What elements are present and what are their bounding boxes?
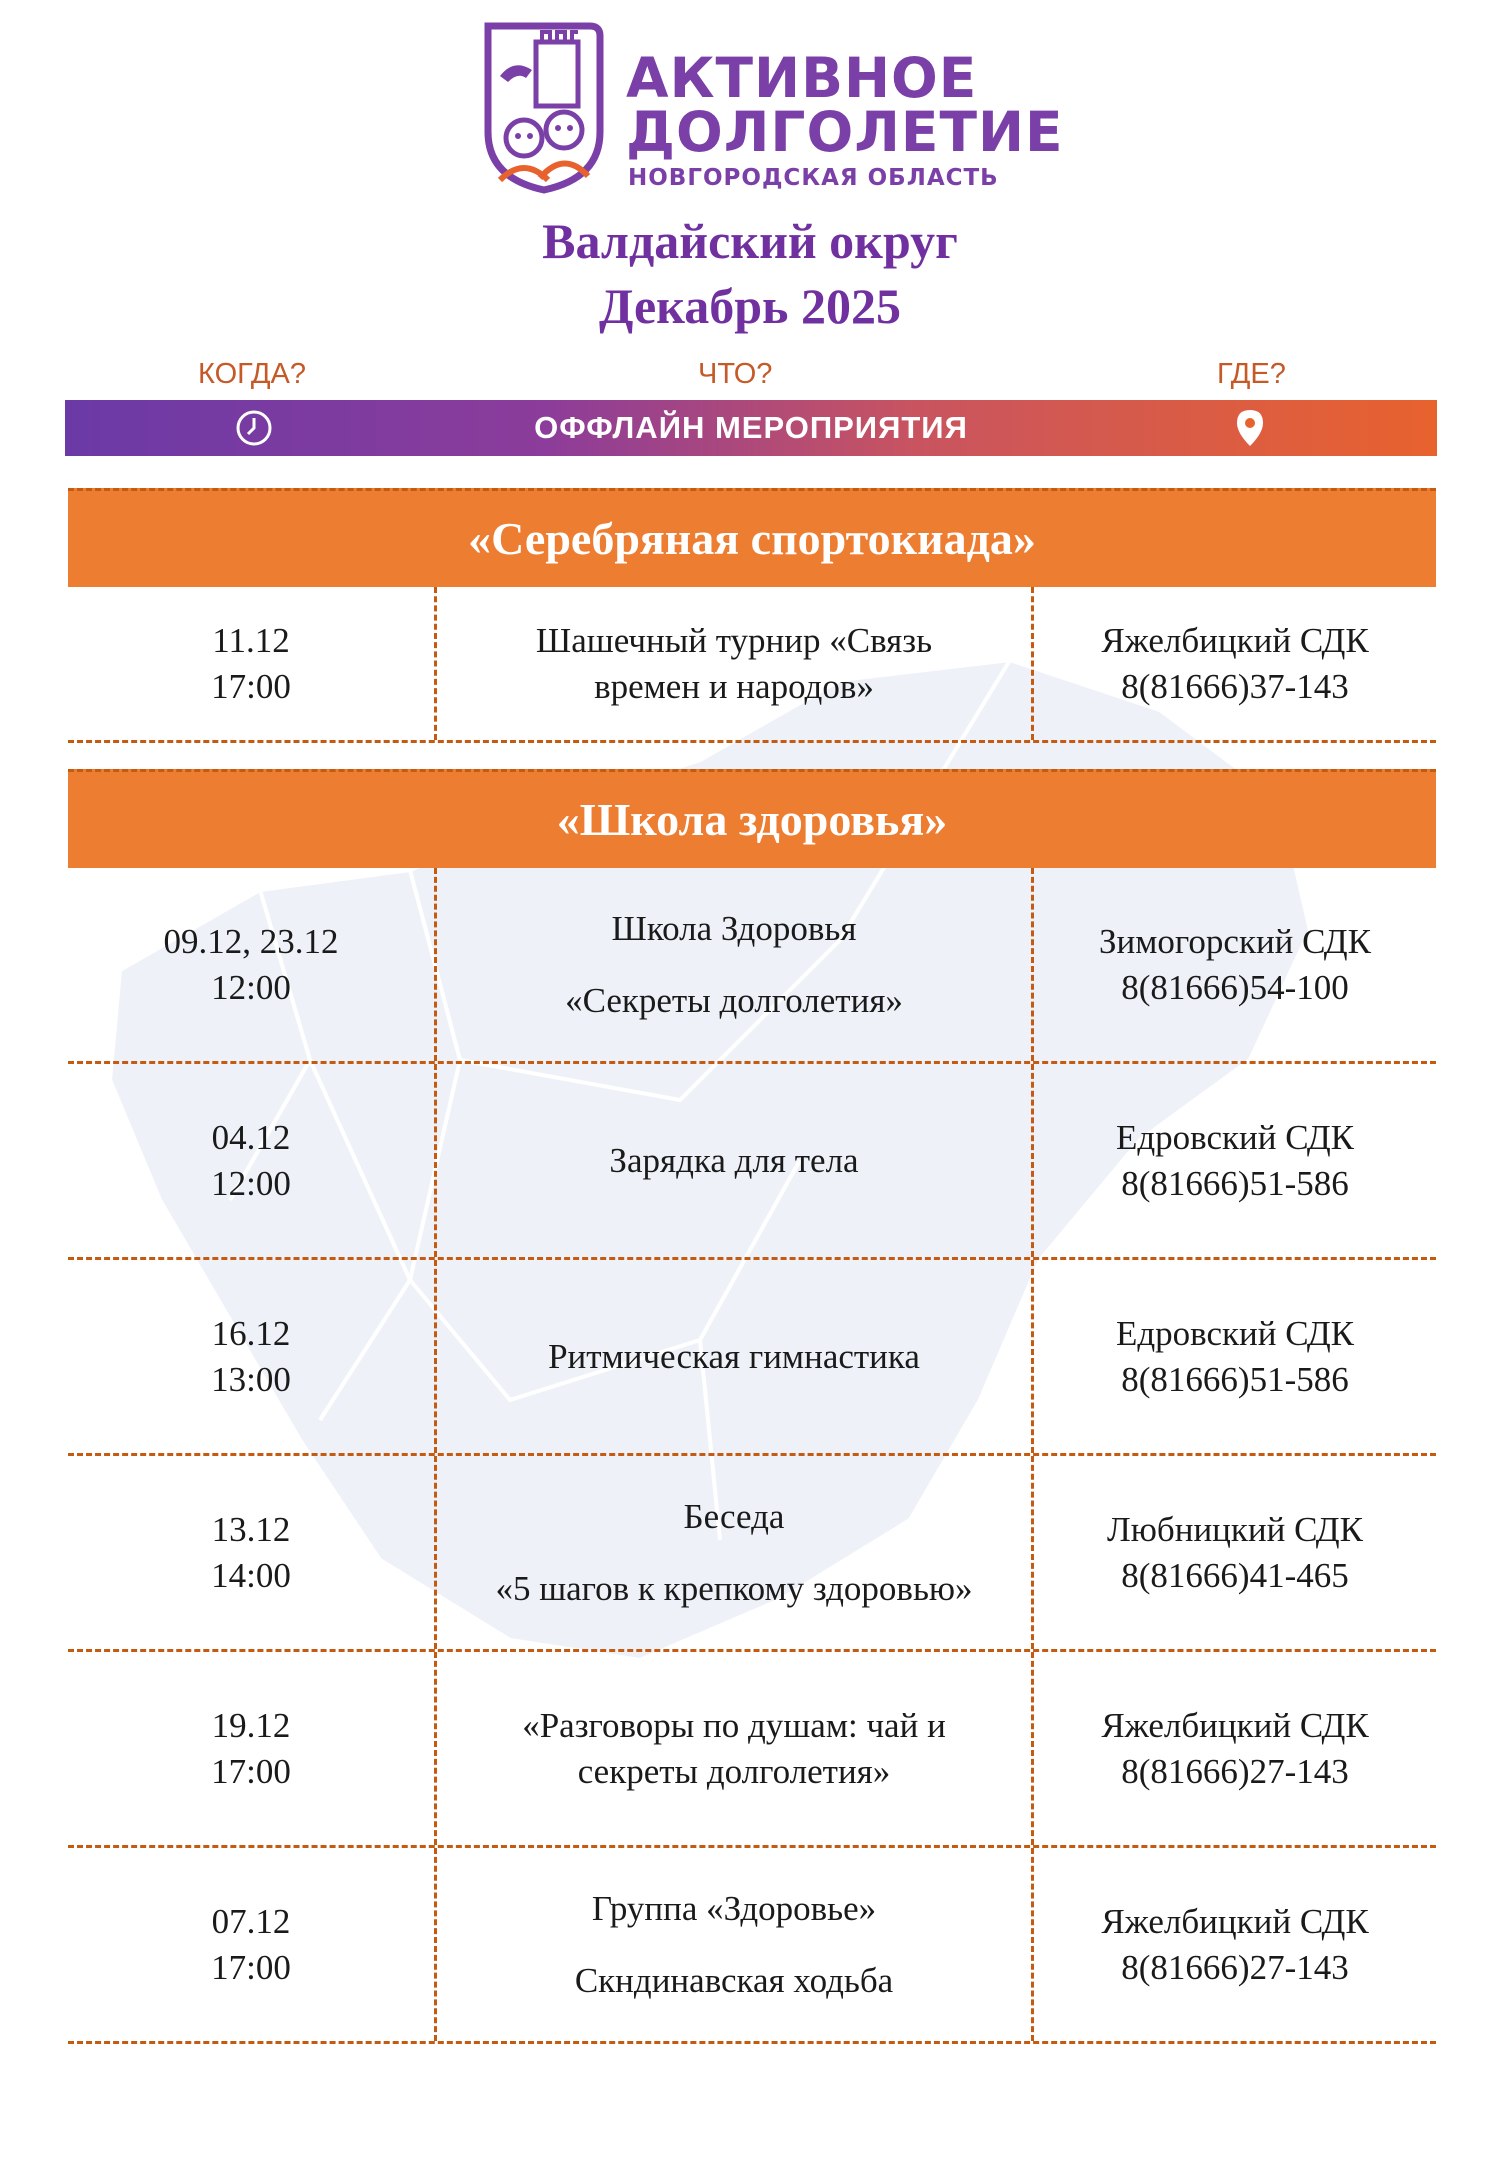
table-row: [68, 1260, 1436, 1456]
event-title-line: «Секреты долголетия»: [565, 980, 903, 1020]
event-title-line: Группа «Здоровье»: [591, 1888, 877, 1928]
table-row: [68, 587, 1436, 743]
venue-name: Любницкий СДК: [1107, 1509, 1363, 1549]
venue-name: Едровский СДК: [1115, 1313, 1355, 1353]
offline-events-title: ОФФЛАЙН МЕРОПРИЯТИЯ: [534, 410, 968, 445]
where-cell: [1031, 1652, 1436, 1845]
when-cell: [68, 1456, 434, 1649]
venue-phone: 8(81666)51-586: [1121, 1163, 1349, 1203]
venue-name: Едровский СДК: [1115, 1117, 1355, 1157]
when-cell: [68, 1848, 434, 2041]
column-label-where: ГДЕ?: [1217, 358, 1286, 390]
event-date: 09.12, 23.12: [163, 921, 339, 961]
venue-name: Яжелбицкий СДК: [1101, 1705, 1369, 1745]
event-title-line: Скндинавская ходьба: [574, 1960, 894, 2000]
where-cell: [1031, 587, 1436, 740]
when-cell: [68, 1064, 434, 1257]
venue-name: Зимогорский СДК: [1099, 921, 1371, 961]
venue-phone: 8(81666)51-586: [1121, 1359, 1349, 1399]
event-title-line: «Разговоры по душам: чай и: [522, 1705, 946, 1745]
logo-subtitle: НОВГОРОДСКАЯ ОБЛАСТЬ: [628, 165, 999, 191]
table-row: [68, 1848, 1436, 2044]
when-cell: [68, 1260, 434, 1453]
where-cell: [1031, 1260, 1436, 1453]
event-title-line: секреты долголетия»: [577, 1751, 891, 1791]
event-date: 04.12: [211, 1117, 291, 1157]
event-title-line: Ритмическая гимнастика: [548, 1336, 920, 1376]
event-title-line: «5 шагов к крепкому здоровью»: [495, 1568, 973, 1608]
venue-name: Яжелбицкий СДК: [1101, 620, 1369, 660]
district-title: Валдайский округ: [542, 213, 958, 269]
venue-phone: 8(81666)27-143: [1121, 1947, 1349, 1987]
when-cell: [68, 1652, 434, 1845]
venue-phone: 8(81666)27-143: [1121, 1751, 1349, 1791]
event-time: 14:00: [211, 1555, 291, 1595]
event-time: 17:00: [211, 1751, 291, 1791]
event-title-line: Зарядка для тела: [609, 1140, 859, 1180]
where-cell: [1031, 868, 1436, 1061]
section-gap: [68, 743, 1436, 769]
event-date: 13.12: [211, 1509, 291, 1549]
what-cell: [434, 1848, 1031, 2041]
event-date: 19.12: [211, 1705, 291, 1745]
what-cell: [434, 868, 1031, 1061]
what-cell: [434, 1260, 1031, 1453]
column-label-what: ЧТО?: [698, 358, 773, 390]
schedule-table: [68, 488, 1436, 2044]
event-title-line: времен и народов»: [594, 666, 874, 706]
table-row: [68, 868, 1436, 1064]
what-cell: [434, 1064, 1031, 1257]
section-header: «Школа здоровья»: [68, 769, 1436, 868]
when-cell: [68, 868, 434, 1061]
where-cell: [1031, 1064, 1436, 1257]
what-cell: [434, 1456, 1031, 1649]
when-cell: [68, 587, 434, 740]
venue-phone: 8(81666)54-100: [1121, 967, 1349, 1007]
venue-phone: 8(81666)37-143: [1121, 666, 1349, 706]
month-title: Декабрь 2025: [598, 278, 901, 334]
venue-phone: 8(81666)41-465: [1121, 1555, 1349, 1595]
section-header: «Серебряная спортокиада»: [68, 488, 1436, 587]
event-date: 07.12: [211, 1901, 291, 1941]
event-date: 11.12: [212, 620, 290, 660]
what-cell: [434, 1652, 1031, 1845]
event-title-line: Беседа: [683, 1496, 785, 1536]
where-cell: [1031, 1848, 1436, 2041]
event-time: 12:00: [211, 1163, 291, 1203]
event-title-line: Шашечный турнир «Связь: [535, 620, 933, 660]
location-pin-icon: [1234, 408, 1266, 448]
offline-events-bar: [65, 400, 1437, 456]
column-label-when: КОГДА?: [198, 358, 306, 390]
table-row: [68, 1456, 1436, 1652]
event-time: 13:00: [211, 1359, 291, 1399]
event-date: 16.12: [211, 1313, 291, 1353]
venue-name: Яжелбицкий СДК: [1101, 1901, 1369, 1941]
logo-title-line2: ДОЛГОЛЕТИЕ: [626, 100, 1064, 164]
event-title-line: Школа Здоровья: [611, 908, 857, 948]
event-time: 17:00: [211, 1947, 291, 1987]
where-cell: [1031, 1456, 1436, 1649]
event-time: 17:00: [211, 666, 291, 706]
logo-emblem-icon: [478, 20, 608, 195]
table-row: [68, 1652, 1436, 1848]
what-cell: [434, 587, 1031, 740]
activnoe-dolgoletie-logo: [478, 20, 1064, 200]
table-row: [68, 1064, 1436, 1260]
event-time: 12:00: [211, 967, 291, 1007]
logo-title-line1: АКТИВНОЕ: [626, 46, 978, 110]
